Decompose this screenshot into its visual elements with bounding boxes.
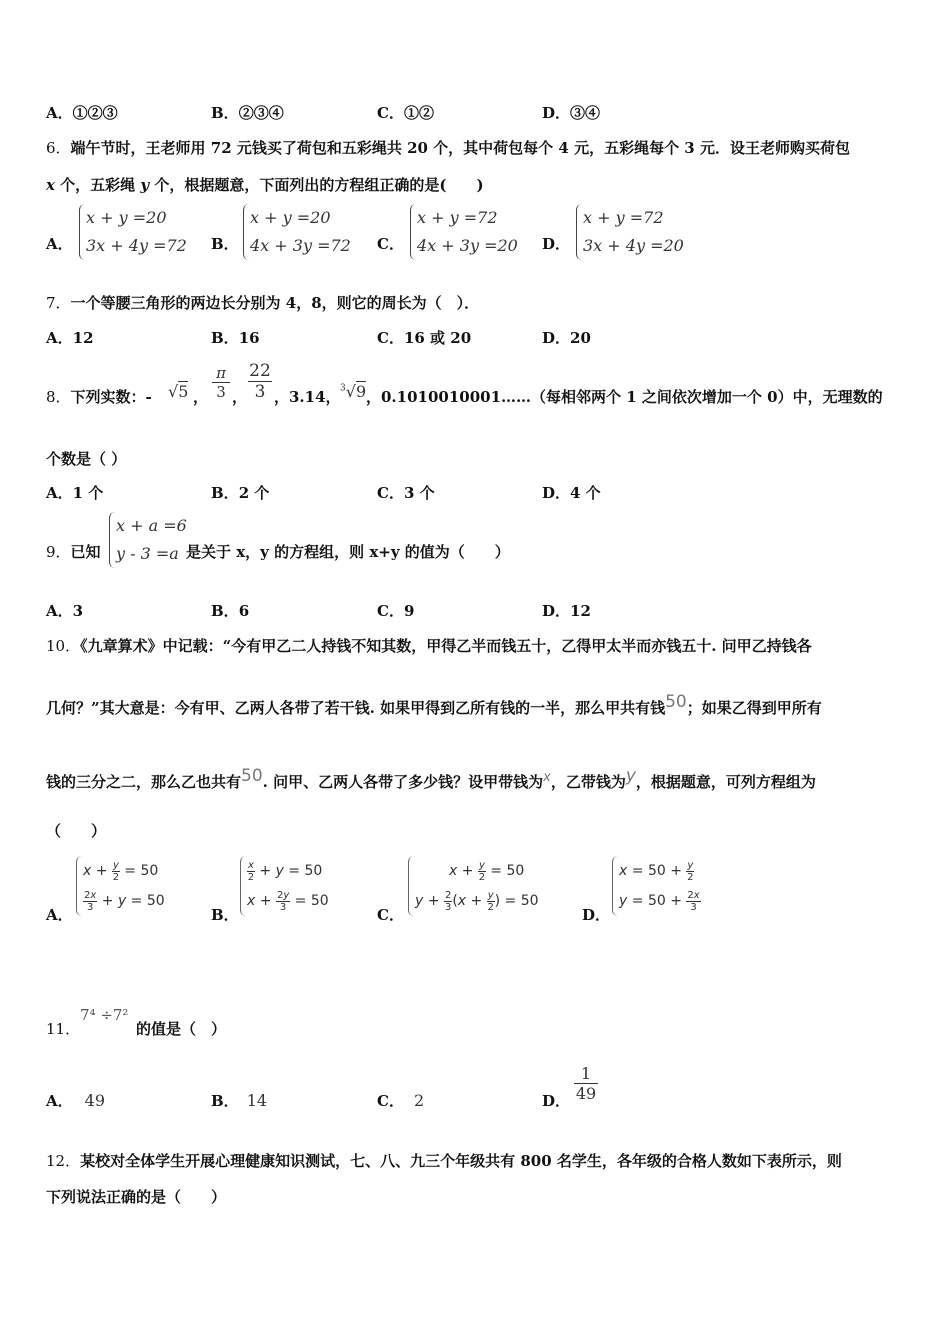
q8-option-b[interactable]: B．2 个 — [211, 484, 270, 502]
q10-option-d-label[interactable]: D． — [582, 906, 611, 924]
q10-option-a-label[interactable]: A． — [46, 906, 73, 924]
q7-option-c[interactable]: C．16 或 20 — [377, 329, 472, 347]
q8-mid: ，3.14， — [274, 388, 341, 406]
q7-option-b[interactable]: B．16 — [211, 329, 260, 347]
q11-option-c[interactable]: C． 2 — [377, 1091, 425, 1110]
q11-option-d-label[interactable]: D． — [542, 1092, 571, 1110]
q12-line1: 12．某校对全体学生开展心理健康知识测试，七、八、九三个年级共有 800 名学生，各年级的合格人数如下表所示，则 — [46, 1152, 842, 1170]
q8-line2: 个数是（ ） — [46, 450, 127, 468]
q9-option-a[interactable]: A．3 — [46, 602, 84, 620]
q11-option-a[interactable]: A． 49 — [46, 1091, 105, 1110]
q6-line2: x 个，五彩绳 y 个，根据题意，下面列出的方程组正确的是( ) — [46, 176, 484, 194]
q8-comma1: ， — [193, 388, 209, 406]
q8-prefix: 8．下列实数：- — [46, 388, 152, 406]
q9-system: x + a =6 y - 3 =a — [109, 512, 187, 568]
q10-option-a-system[interactable]: x + $\frac{y}{2}$ = 50 $\frac{2x}{3}$ + y = 50 — [76, 856, 165, 916]
q5-option-d[interactable]: D．③④ — [542, 104, 601, 122]
q8-option-d[interactable]: D．4 个 — [542, 484, 601, 502]
q6-option-a-label[interactable]: A． — [46, 235, 73, 253]
q6-line1: 6．端午节时，王老师用 72 元钱买了荷包和五彩绳共 20 个，其中荷包每个 4 元，五彩绳每个 3 元．设王老师购买荷包 — [46, 139, 850, 157]
q10-line1: 10．《九章算术》中记载：“今有甲乙二人持钱不知其数，甲得乙半而钱五十，乙得甲太半而亦钱五十. 问甲乙持钱各 — [46, 637, 812, 655]
q9-post: 是关于 x，y 的方程组，则 x+y 的值为（ ） — [186, 543, 510, 561]
q10-option-c-label[interactable]: C． — [377, 906, 404, 924]
q10-option-b-label[interactable]: B． — [211, 906, 239, 924]
q5-option-a[interactable]: A．①②③ — [46, 104, 118, 122]
q9-pre: 9．已知 — [46, 543, 101, 561]
q9-option-c[interactable]: C．9 — [377, 602, 415, 620]
q8-comma2: ， — [232, 388, 248, 406]
q10-line4: （ ） — [46, 822, 107, 840]
q6-option-d-label[interactable]: D． — [542, 235, 571, 253]
q10-line2: 几何？”其大意是：今有甲、乙两人各带了若干钱. 如果甲得到乙所有钱的一半，那么甲共有钱50；如果乙得到甲所有 — [46, 692, 822, 717]
q6-option-a-system[interactable]: x + y =20 3x + 4y =72 — [79, 204, 187, 260]
q11-option-b[interactable]: B． 14 — [211, 1091, 268, 1110]
q6-option-c-system[interactable]: x + y =72 4x + 3y =20 — [410, 204, 518, 260]
q5-option-b[interactable]: B．②③④ — [211, 104, 284, 122]
q7-option-a[interactable]: A．12 — [46, 329, 94, 347]
q7-text: 7．一个等腰三角形的两边长分别为 4，8，则它的周长为（ ）． — [46, 294, 480, 312]
q10-option-d-system[interactable]: x = 50 + $\frac{y}{2}$ y = 50 + $\frac{2x}{3}$ — [612, 856, 701, 916]
q8-option-c[interactable]: C．3 个 — [377, 484, 435, 502]
q10-option-c-system[interactable]: x + $\frac{y}{2}$ = 50 y + $\frac{2}{3}$ (x + $\frac{y}{2}$ ) = 50 — [408, 856, 539, 916]
q10-option-b-system[interactable]: $\frac{x}{2}$ + y = 50 x + $\frac{2y}{3}$ = 50 — [240, 856, 329, 916]
q8-pi-over-3: π 3 — [212, 364, 230, 401]
q7-option-d[interactable]: D．20 — [542, 329, 591, 347]
q9-option-b[interactable]: B．6 — [211, 602, 250, 620]
q8-cbrt9: $^3$√9 — [340, 382, 367, 401]
q6-option-c-label[interactable]: C． — [377, 235, 404, 253]
q5-option-c[interactable]: C．①② — [377, 104, 434, 122]
q11-number: 11． — [46, 1020, 81, 1038]
q8-suffix: ，0.1010010001……（每相邻两个 1 之间依次增加一个 0）中，无理数的 — [366, 388, 883, 406]
q9-option-d[interactable]: D．12 — [542, 602, 591, 620]
q8-sqrt5: √5 — [168, 382, 189, 401]
q6-option-b-system[interactable]: x + y =20 4x + 3y =72 — [243, 204, 351, 260]
q6-option-b-label[interactable]: B． — [211, 235, 239, 253]
q12-line2: 下列说法正确的是（ ） — [46, 1188, 227, 1206]
q10-line3: 钱的三分之二，那么乙也共有50. 问甲、乙两人各带了多少钱？设甲带钱为x，乙带钱为y，根据题意，可列方程组为 — [46, 766, 816, 791]
q8-22-over-3: 22 3 — [249, 361, 271, 402]
q11-expression: 7⁴ ÷7² — [80, 1006, 129, 1024]
q11-text: 的值是（ ） — [136, 1020, 227, 1038]
q6-option-d-system[interactable]: x + y =72 3x + 4y =20 — [576, 204, 684, 260]
q11-option-d-fraction[interactable]: 1 49 — [575, 1064, 597, 1103]
q8-option-a[interactable]: A．1 个 — [46, 484, 104, 502]
